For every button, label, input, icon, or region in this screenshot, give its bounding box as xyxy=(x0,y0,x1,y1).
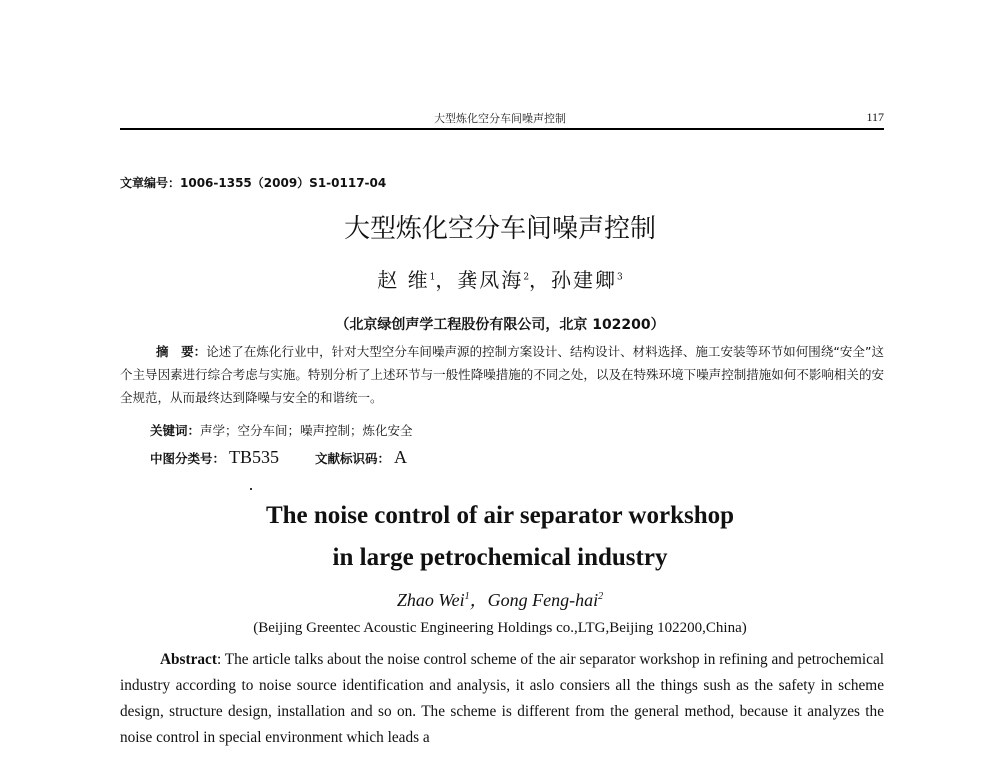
keywords-cn-text: 声学；空分车间；噪声控制；炼化安全 xyxy=(200,423,413,438)
running-header-title: 大型炼化空分车间噪声控制 xyxy=(434,112,566,125)
paper-title-en-line1: The noise control of air separator workshop xyxy=(265,502,735,529)
clc-code: TB535 xyxy=(229,447,280,467)
abstract-cn-label: 摘 要： xyxy=(156,344,207,359)
abstract-cn-text: 论述了在炼化行业中，针对大型空分车间噪声源的控制方案设计、结构设计、材料选择、施工安装等环节如何围绕“安全”这个主导因素进行综合考虑与实施。特别分析了上述环节与一般性降噪措施的不同之处，以及在特殊环境下噪声控制措施如何不影响相关的安全规范，从而最终达到降噪与安全的和谐统一。 xyxy=(120,344,884,405)
affiliation-en: (Beijing Greentec Acoustic Engineering Holdings co.,LTG,Beijing 102200,China) xyxy=(253,620,747,636)
page-number: 117 xyxy=(866,110,884,124)
affiliation-cn: （北京绿创声学工程股份有限公司，北京 102200） xyxy=(335,317,665,333)
paper-title-cn: 大型炼化空分车间噪声控制 xyxy=(343,214,656,244)
author-separator: ， xyxy=(529,268,552,292)
paper-title-en-line2: in large petrochemical industry xyxy=(332,544,668,571)
clc-label: 中图分类号： xyxy=(150,451,226,466)
article-number: 文章编号：1006-1355（2009）S1-0117-04 xyxy=(120,176,387,190)
keywords-cn xyxy=(150,421,413,439)
author-affil-mark: 1 xyxy=(464,591,470,602)
authors-en xyxy=(0,586,1000,612)
abstract-cn xyxy=(120,340,884,409)
author-en: Gong Feng-hai xyxy=(487,590,599,610)
author-separator: ， xyxy=(469,590,488,610)
header-rule xyxy=(120,128,884,130)
author-cn: 赵 维 xyxy=(377,268,430,292)
author-cn: 孙建卿 xyxy=(551,268,618,292)
classification-row xyxy=(150,447,407,468)
doc-code: A xyxy=(394,447,408,467)
doc-code-label: 文献标识码： xyxy=(315,451,391,466)
author-separator: ， xyxy=(435,268,458,292)
authors-cn xyxy=(0,264,1000,293)
abstract-en xyxy=(120,647,884,751)
scan-speck xyxy=(250,488,252,490)
abstract-en-text: : The article talks about the noise control scheme of the air separator workshop in refining and petrochemical industry according to noise source identification and analysis, it aslo consiers all the things sush as the safety in scheme design, structure design, installation and so on. The scheme is different from the general method, because it analyzes the noise control in special environment which leads a xyxy=(120,651,884,746)
author-affil-mark: 2 xyxy=(598,591,604,602)
author-affil-mark: 1 xyxy=(429,272,436,283)
keywords-cn-label: 关键词： xyxy=(150,423,201,438)
author-affil-mark: 3 xyxy=(617,272,623,283)
author-affil-mark: 2 xyxy=(523,272,530,283)
author-en: Zhao Wei xyxy=(396,590,465,610)
author-cn: 龚凤海 xyxy=(457,268,524,292)
abstract-en-label: Abstract xyxy=(160,651,217,668)
